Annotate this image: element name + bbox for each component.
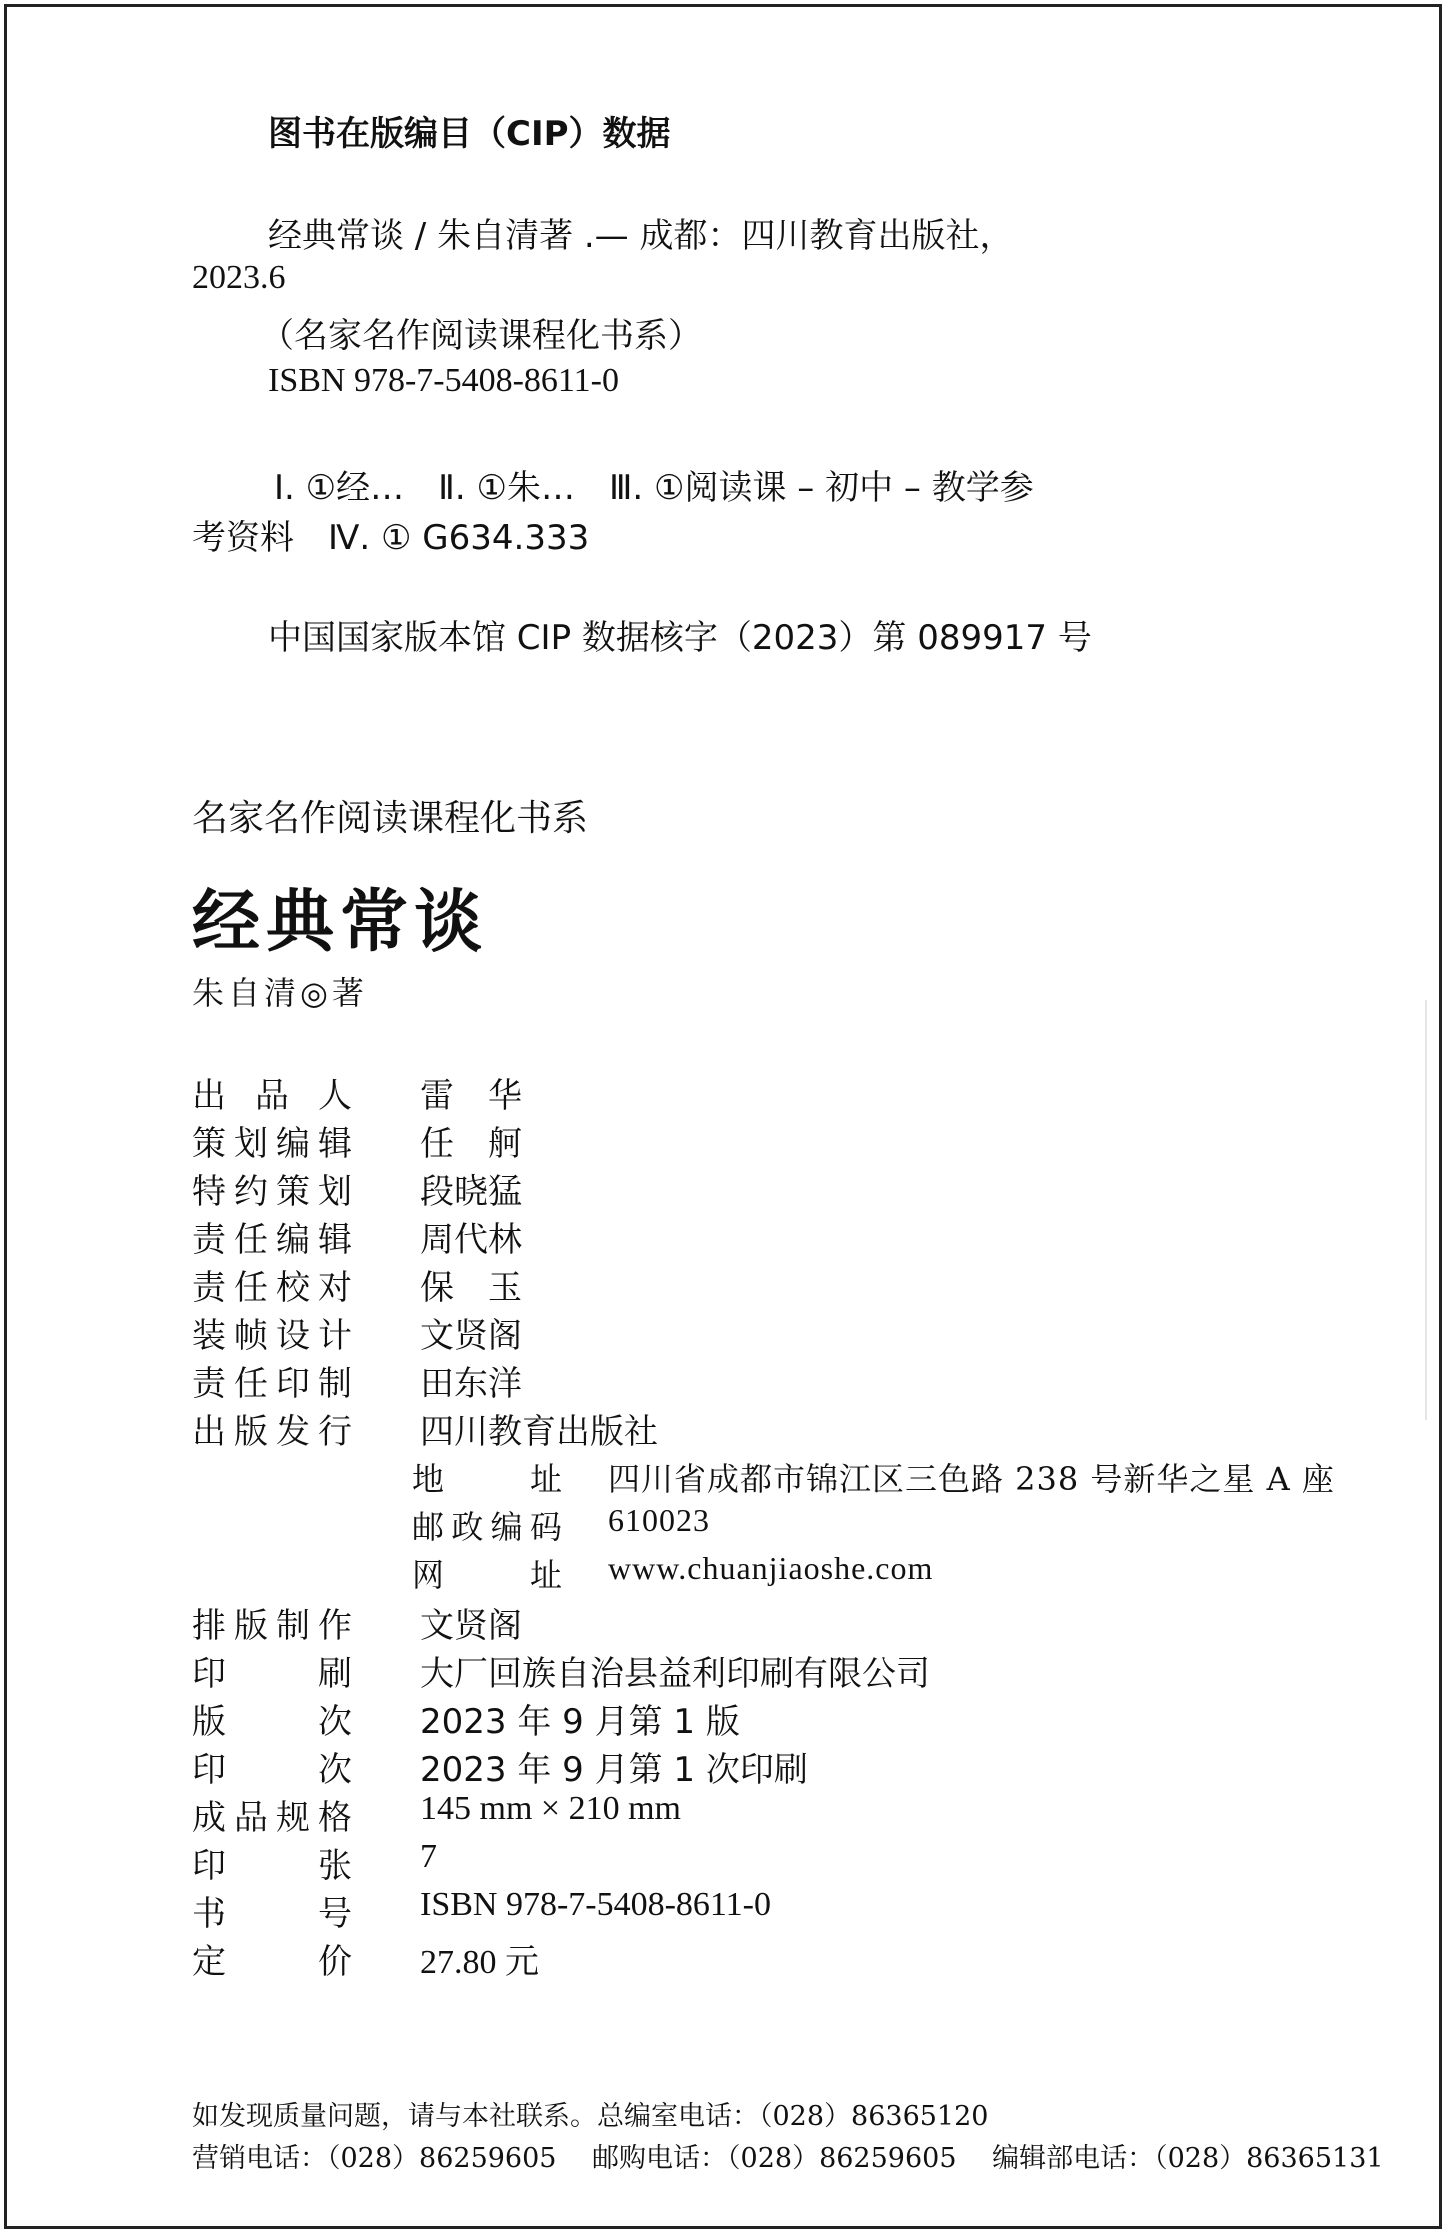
cip-line-classification: Ⅰ. ①经… Ⅱ. ①朱… Ⅲ. ①阅读课 – 初中 – 教学参 (274, 468, 1034, 508)
label-char: 行 (318, 1412, 352, 1452)
series-name: 名家名作阅读课程化书系 (192, 798, 589, 839)
label-char: 地 (412, 1460, 445, 1498)
label-char: 品 (234, 1798, 268, 1838)
label-char: 划 (234, 1124, 268, 1164)
cip-line-classification-cont: 考资料 Ⅳ. ① G634.333 (192, 518, 590, 558)
credit-value-publisher: 四川教育出版社 (420, 1412, 658, 1452)
label-char: 张 (318, 1846, 352, 1886)
credit-value-editor: 周代林 (420, 1220, 522, 1260)
credit-value-planning-editor: 任 舸 (420, 1124, 522, 1164)
label-char: 书 (192, 1894, 226, 1934)
scan-edge-mark (1425, 1000, 1427, 1420)
prod-label-sheets (192, 1838, 352, 1887)
label-char: 校 (276, 1268, 310, 1308)
label-char: 址 (529, 1460, 562, 1498)
label-char: 策 (276, 1172, 310, 1212)
cip-line-isbn: ISBN 978-7-5408-8611-0 (268, 362, 619, 399)
footer-line-2: 营销电话：（028）86259605 邮购电话：（028）86259605 编辑部电话：（028）86365131 (192, 2143, 1384, 2174)
credit-value-producer: 雷 华 (420, 1076, 522, 1116)
label-char: 约 (234, 1172, 268, 1212)
prod-label-impression (192, 1742, 352, 1791)
label-char: 印 (192, 1750, 226, 1790)
credit-value-design: 文贤阁 (420, 1316, 522, 1356)
book-title: 经典常谈 (192, 883, 489, 962)
label-char: 发 (276, 1412, 310, 1452)
label-char: 作 (318, 1606, 352, 1646)
prod-label-size (192, 1790, 352, 1839)
credit-label-proofreader (192, 1260, 352, 1309)
detail-value-postcode: 610023 (608, 1502, 710, 1538)
prod-value-price: 27.80 元 (420, 1944, 539, 1981)
label-char: 对 (318, 1268, 352, 1308)
label-char: 成 (192, 1798, 226, 1838)
label-char: 任 (234, 1268, 268, 1308)
label-char: 品 (255, 1076, 289, 1116)
footer-line-1: 如发现质量问题，请与本社联系。总编室电话：（028）86365120 (192, 2101, 989, 2132)
label-char: 格 (318, 1798, 352, 1838)
label-char: 人 (318, 1076, 352, 1116)
prod-value-impression: 2023 年 9 月第 1 次印刷 (420, 1750, 808, 1790)
label-char: 次 (318, 1750, 352, 1790)
label-char: 特 (192, 1172, 226, 1212)
label-char: 编 (276, 1124, 310, 1164)
label-char: 排 (192, 1606, 226, 1646)
detail-label-website (412, 1550, 562, 1596)
label-char: 装 (192, 1316, 226, 1356)
credit-label-publisher (192, 1404, 352, 1453)
label-char: 策 (192, 1124, 226, 1164)
prod-label-typesetting (192, 1598, 352, 1647)
label-char: 网 (412, 1556, 445, 1594)
credit-label-editor (192, 1212, 352, 1261)
label-char: 辑 (318, 1124, 352, 1164)
label-char: 辑 (318, 1220, 352, 1260)
label-char: 刷 (318, 1654, 352, 1694)
detail-label-postcode (412, 1502, 562, 1548)
label-char: 码 (529, 1508, 562, 1546)
credit-label-producer (192, 1068, 352, 1117)
label-char: 责 (192, 1268, 226, 1308)
cip-heading: 图书在版编目（CIP）数据 (268, 114, 671, 154)
prod-value-book-number: ISBN 978-7-5408-8611-0 (420, 1886, 771, 1923)
label-char: 印 (192, 1846, 226, 1886)
detail-value-website[interactable]: www.chuanjiaoshe.com (608, 1550, 934, 1586)
label-char: 划 (318, 1172, 352, 1212)
cip-line-record-number: 中国国家版本馆 CIP 数据核字（2023）第 089917 号 (268, 618, 1092, 658)
label-char: 设 (276, 1316, 310, 1356)
label-char: 版 (192, 1702, 226, 1742)
prod-value-sheets: 7 (420, 1838, 437, 1875)
cip-line-series: （名家名作阅读课程化书系） (260, 316, 702, 356)
label-char: 任 (234, 1220, 268, 1260)
prod-value-edition: 2023 年 9 月第 1 版 (420, 1702, 740, 1742)
cip-line-date: 2023.6 (192, 259, 286, 296)
label-char: 出 (192, 1412, 226, 1452)
label-char: 邮 (412, 1508, 445, 1546)
detail-label-address (412, 1454, 562, 1500)
label-char: 次 (318, 1702, 352, 1742)
label-char: 版 (234, 1606, 268, 1646)
cip-line-title: 经典常谈 / 朱自清著 .— 成都：四川教育出版社， (268, 216, 1014, 256)
prod-label-book-number (192, 1886, 352, 1935)
label-char: 制 (276, 1606, 310, 1646)
prod-value-printing: 大厂回族自治县益利印刷有限公司 (420, 1654, 930, 1694)
credit-label-planning-editor (192, 1116, 352, 1165)
prod-label-printing (192, 1646, 352, 1695)
prod-label-edition (192, 1694, 352, 1743)
credit-label-special-planner (192, 1164, 352, 1213)
label-char: 价 (318, 1942, 352, 1982)
credit-value-proofreader: 保 玉 (420, 1268, 522, 1308)
credit-label-print-supervisor (192, 1356, 352, 1405)
label-char: 责 (192, 1364, 226, 1404)
label-char: 定 (192, 1942, 226, 1982)
prod-label-price (192, 1934, 352, 1983)
label-char: 责 (192, 1220, 226, 1260)
label-char: 任 (234, 1364, 268, 1404)
label-char: 政 (451, 1508, 484, 1546)
credit-value-special-planner: 段晓猛 (420, 1172, 522, 1212)
credit-label-design (192, 1308, 352, 1357)
label-char: 号 (318, 1894, 352, 1934)
author-line: 朱自清◎著 (192, 974, 368, 1012)
label-char: 印 (276, 1364, 310, 1404)
label-char: 制 (318, 1364, 352, 1404)
label-char: 印 (192, 1654, 226, 1694)
label-char: 出 (192, 1076, 226, 1116)
label-char: 规 (276, 1798, 310, 1838)
credit-value-print-supervisor: 田东洋 (420, 1364, 522, 1404)
label-char: 编 (276, 1220, 310, 1260)
prod-value-typesetting: 文贤阁 (420, 1606, 522, 1646)
label-char: 计 (318, 1316, 352, 1356)
label-char: 帧 (234, 1316, 268, 1356)
detail-value-address: 四川省成都市锦江区三色路 238 号新华之星 A 座 (608, 1460, 1335, 1498)
label-char: 址 (529, 1556, 562, 1594)
label-char: 版 (234, 1412, 268, 1452)
label-char: 编 (490, 1508, 523, 1546)
prod-value-size: 145 mm × 210 mm (420, 1790, 681, 1827)
